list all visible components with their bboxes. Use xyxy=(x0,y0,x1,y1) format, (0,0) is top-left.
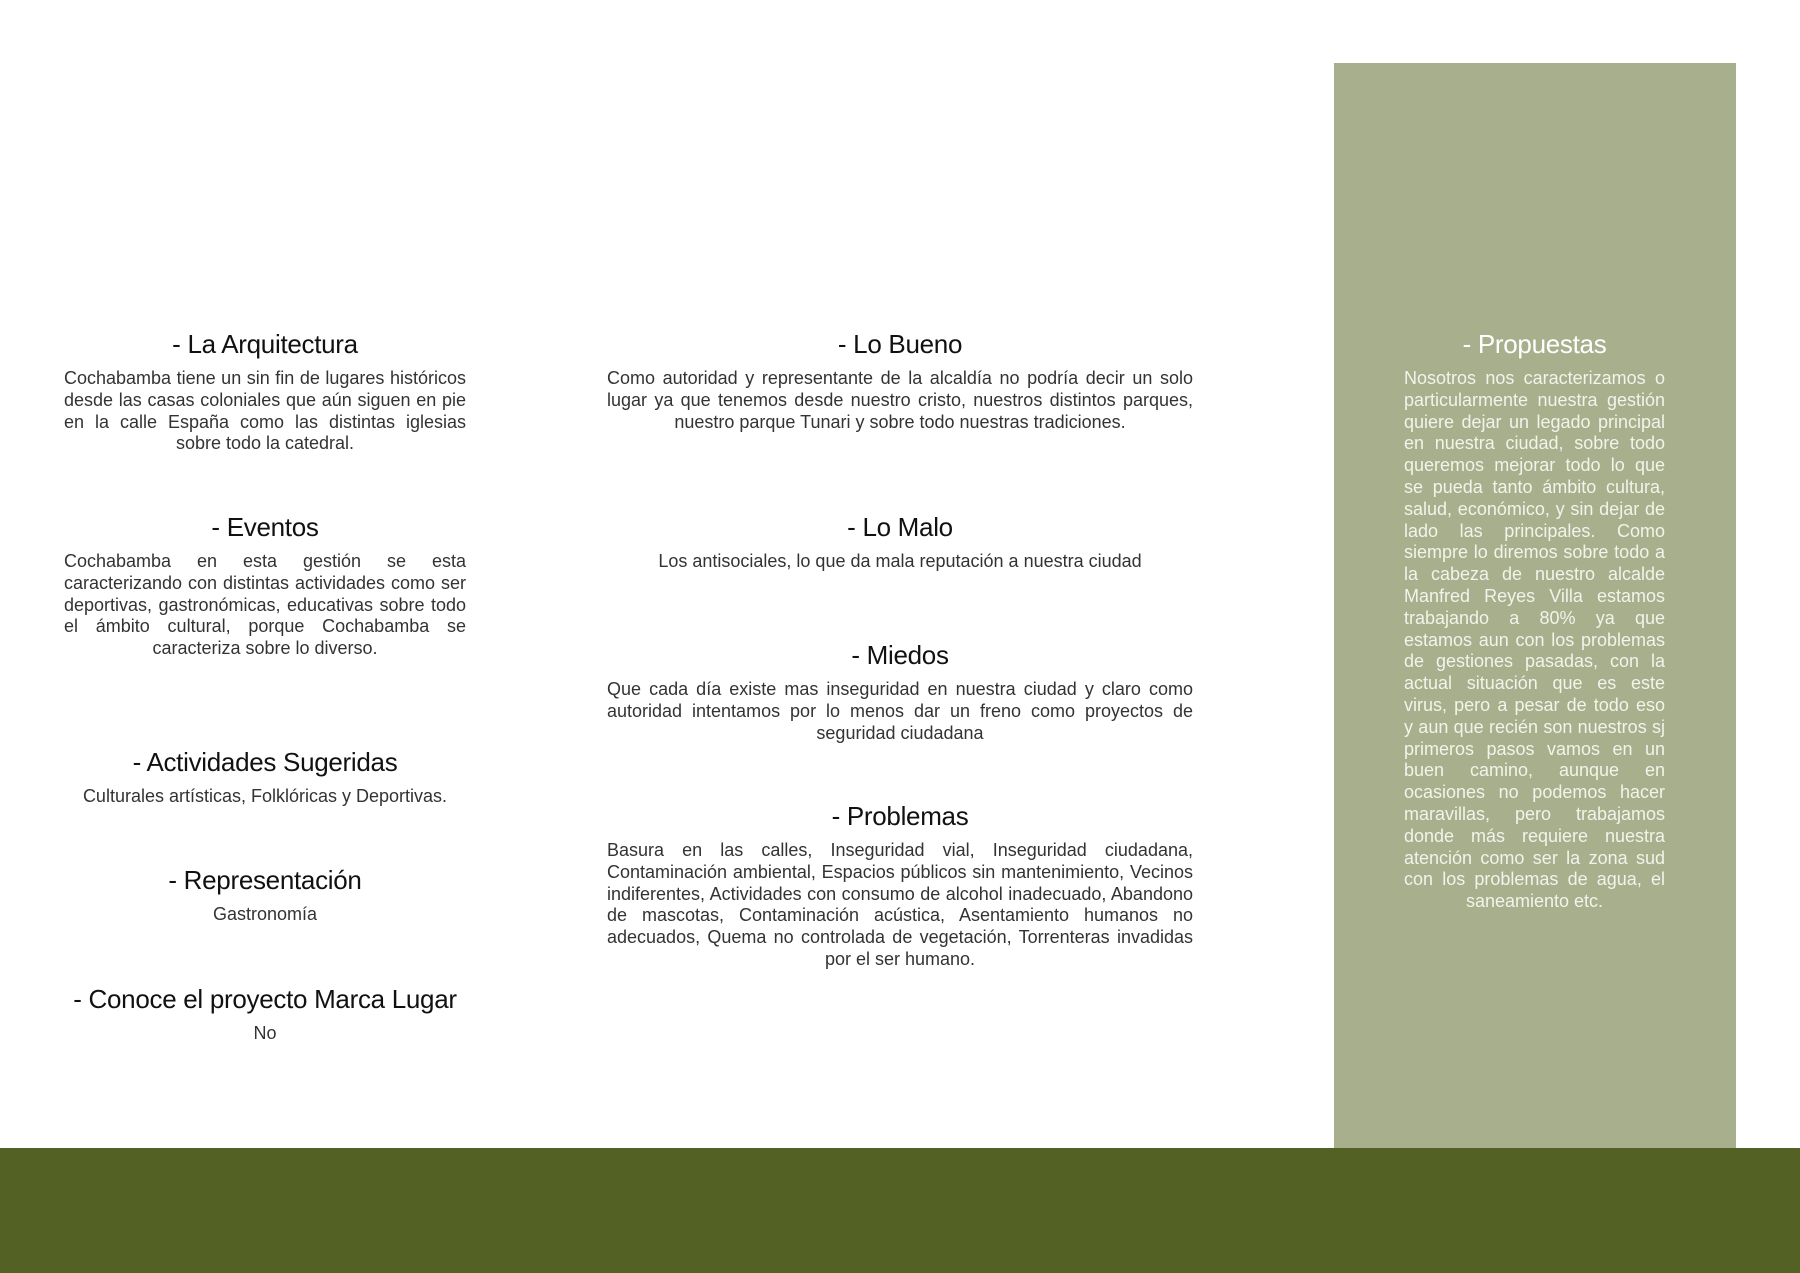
section-body: Nosotros nos caracterizamos o particularmente nuestra gestión quiere dejar un legado principal en nuestra ciudad, sobre todo queremos mejorar todo lo que se pueda tanto ámbito cultura, salud, económico, y sin dejar de lado las principales. Como siempre lo diremos sobre todo a la cabeza de nuestro alcalde Manfred Reyes Villa estamos trabajando a 80% ya que estamos aun con los problemas de gestiones pasadas, con la actual situación que es este virus, pero a pesar de todo eso y aun que recién son nuestros sj primeros pasos vamos en un buen camino, aunque en ocasiones no podemos hacer maravillas, pero trabajamos donde más requiere nuestra atención como ser la zona sud con los problemas de agua, el saneamiento etc. xyxy=(1404,368,1665,912)
section-body: Basura en las calles, Inseguridad vial, Inseguridad ciudadana, Contaminación ambiental, Espacios públicos sin mantenimiento, Vecinos indiferentes, Actividades con consumo de alcohol inadecuado, Abandono de mascotas, Contaminación acústica, Asentamiento humanos no adecuados, Quema no controlada de vegetación, Torrenteras invadidas por el ser humano. xyxy=(607,840,1193,969)
section-miedos xyxy=(607,639,1193,744)
section-representacion xyxy=(64,864,466,926)
section-body: Los antisociales, lo que da mala reputación a nuestra ciudad xyxy=(658,551,1142,571)
section-propuestas xyxy=(1404,328,1665,913)
section-eventos xyxy=(64,511,466,660)
section-arquitectura xyxy=(64,328,466,455)
section-body: Gastronomía xyxy=(212,904,318,924)
section-title: - Actividades Sugeridas xyxy=(132,747,398,777)
section-body: Cochabamba tiene un sin fin de lugares históricos desde las casas coloniales que aún siguen en pie en la calle España como las distintas iglesias sobre todo la catedral. xyxy=(64,368,466,454)
section-lo-malo xyxy=(607,511,1193,573)
section-title: - Eventos xyxy=(211,512,319,542)
section-title: - Representación xyxy=(168,865,362,895)
footer-band xyxy=(0,1148,1800,1273)
section-body: No xyxy=(253,1023,277,1043)
section-title: - Propuestas xyxy=(1462,329,1607,359)
section-body: Como autoridad y representante de la alcaldía no podría decir un solo lugar ya que tenemos desde nuestro cristo, nuestros distintos parques, nuestro parque Tunari y sobre todo nuestras tradiciones. xyxy=(607,368,1193,432)
section-title: - Conoce el proyecto Marca Lugar xyxy=(73,984,457,1014)
section-body: Culturales artísticas, Folklóricas y Deportivas. xyxy=(82,786,448,806)
section-problemas xyxy=(607,800,1193,971)
section-body: Cochabamba en esta gestión se esta caracterizando con distintas actividades como ser deportivas, gastronómicas, educativas sobre todo el ámbito cultural, porque Cochabamba se caracteriza sobre lo diverso. xyxy=(64,551,466,659)
section-actividades-sugeridas xyxy=(64,746,466,808)
section-marca-lugar xyxy=(64,983,466,1045)
section-title: - Lo Bueno xyxy=(837,329,963,359)
section-title: - La Arquitectura xyxy=(172,329,358,359)
section-lo-bueno xyxy=(607,328,1193,433)
section-title: - Lo Malo xyxy=(847,512,953,542)
section-title: - Problemas xyxy=(831,801,969,831)
section-title: - Miedos xyxy=(851,640,949,670)
section-body: Que cada día existe mas inseguridad en nuestra ciudad y claro como autoridad intentamos por lo menos dar un freno como proyectos de seguridad ciudadana xyxy=(607,679,1193,743)
